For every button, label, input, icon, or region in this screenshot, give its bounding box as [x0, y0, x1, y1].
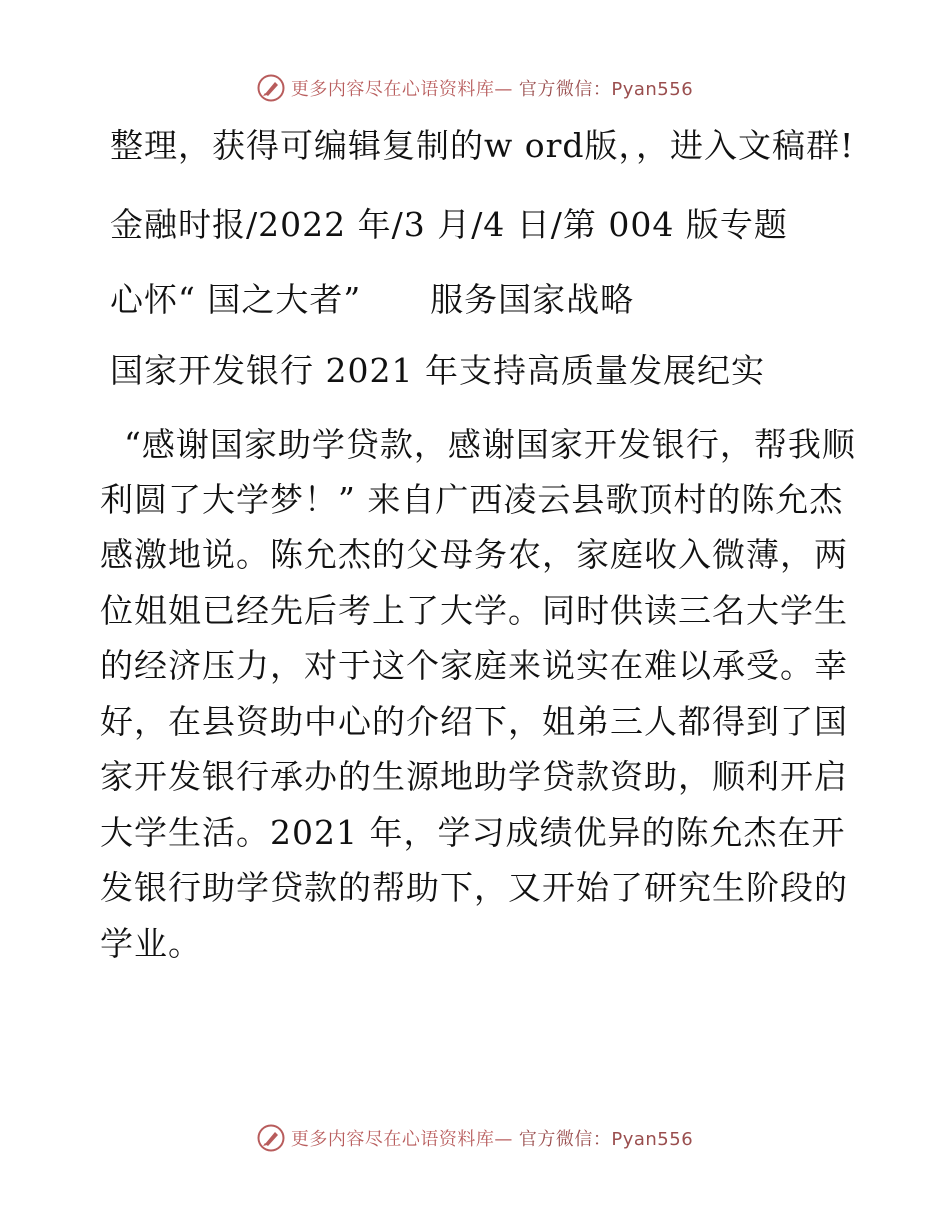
watermark-text: 更多内容尽在心语资料库— — [290, 79, 513, 100]
top-watermark — [0, 74, 950, 102]
pen-nib-logo-icon — [257, 74, 285, 102]
bottom-watermark — [0, 1124, 950, 1152]
document-body — [100, 120, 860, 971]
article-paragraph: “感谢国家助学贷款，感谢国家开发银行，帮我顺利圆了大学梦！” 来自广西凌云县歌顶村的陈允杰感激地说。陈允杰的父母务农，家庭收入微薄，两位姐姐已经先后考上了大学。同时供读三名大学生的经济压力，对于这个家庭来说实在难以承受。幸好，在县资助中心的介绍下，姐弟三人都得到了国家开发银行承办的生源地助学贷款资助，顺利开启大学生活。2021 年，学习成绩优异的陈允杰在开发银行助学贷款的帮助下，又开始了研究生阶段的学业。 — [100, 424, 856, 963]
source-line: 金融时报/2022 年/3 月/4 日/第 004 版专题 — [110, 205, 788, 245]
intro-text: 整理，获得可编辑复制的w ord版，，进入文稿群! — [110, 126, 855, 165]
watermark-text: 更多内容尽在心语资料库— — [290, 1129, 513, 1150]
watermark-contact: 官方微信：Pyan556 — [518, 79, 694, 100]
article-subtitle: 国家开发银行 2021 年支持高质量发展纪实 — [110, 351, 765, 391]
article-headline: 心怀“ 国之大者” 服务国家战略 — [110, 280, 635, 320]
pen-nib-logo-icon — [257, 1124, 285, 1152]
watermark-contact: 官方微信：Pyan556 — [518, 1129, 694, 1150]
